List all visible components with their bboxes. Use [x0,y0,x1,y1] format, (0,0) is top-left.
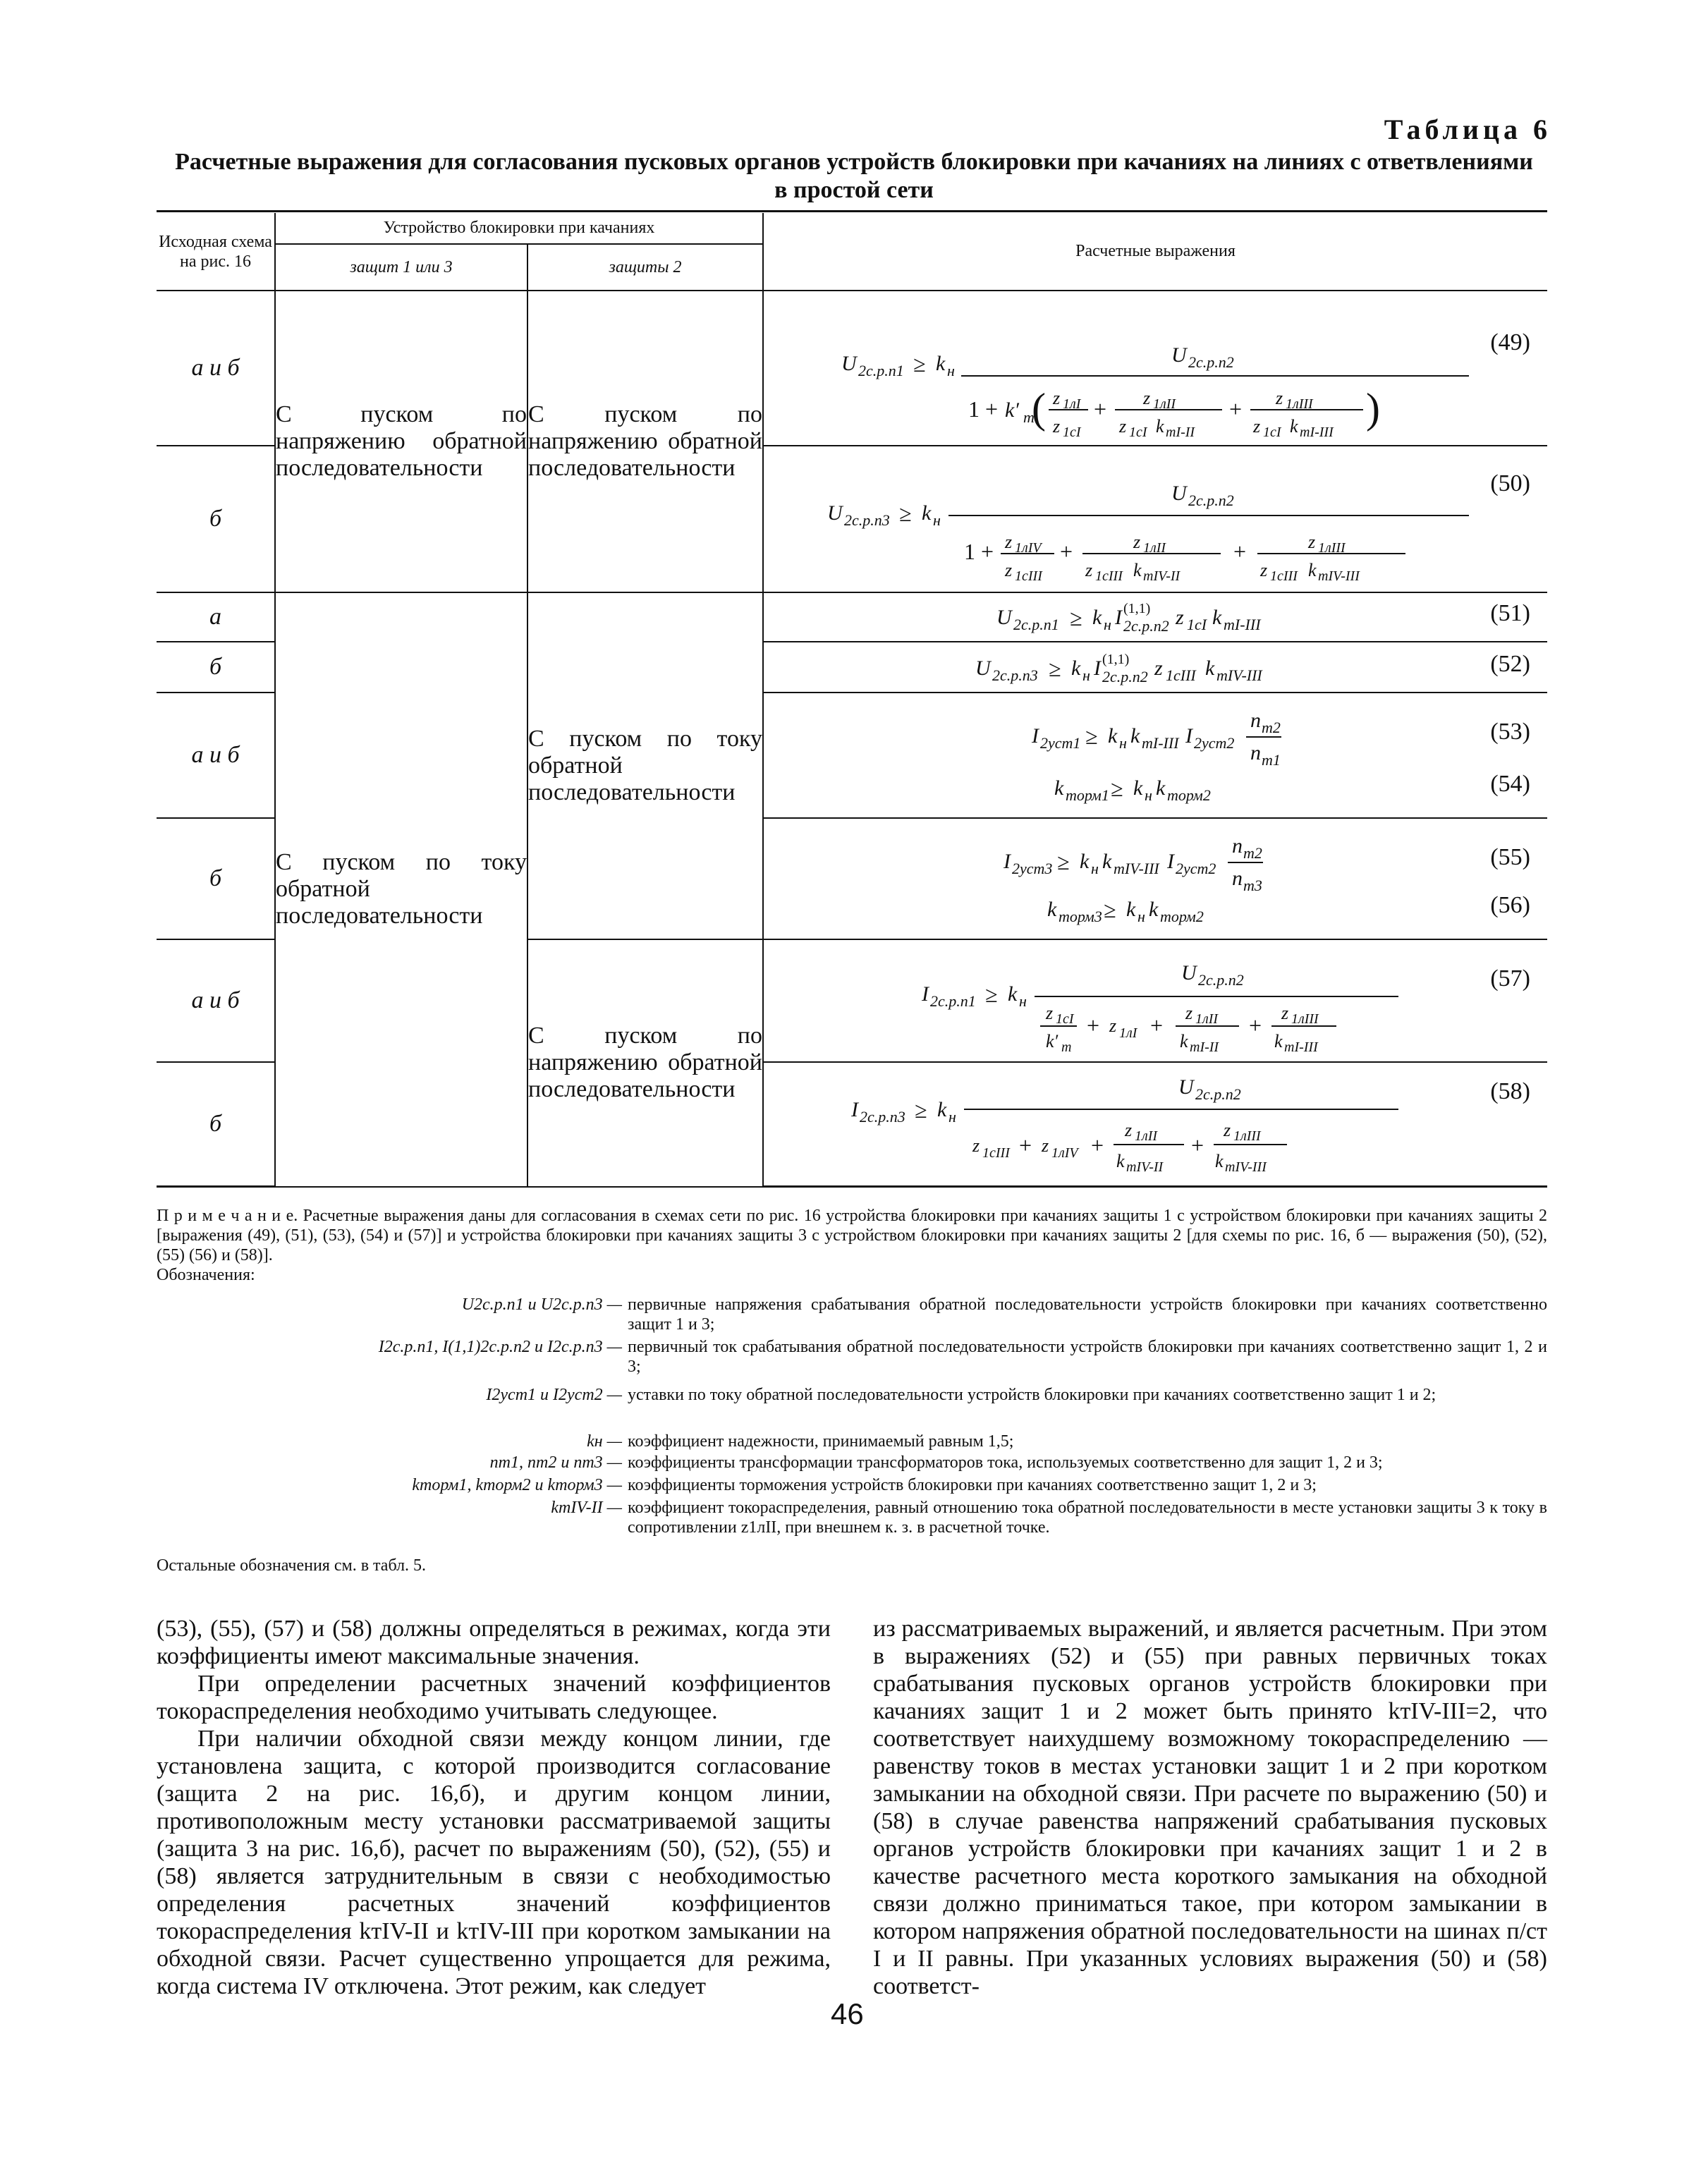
svg-text:z: z [1154,657,1163,680]
svg-text:2с.р.п1: 2с.р.п1 [930,992,976,1010]
svg-text:+: + [1233,539,1247,564]
svg-text:тI-II: тI-II [1190,1039,1219,1055]
svg-text:1лIII: 1лIII [1291,1011,1319,1027]
formula-55-56 [764,819,1469,939]
svg-text:z: z [1109,1016,1117,1036]
equation-number: (56) [1490,892,1530,918]
legend-definition: уставки по току обратной последовательности устройств блокировки при качаниях соответственно защит 1 и 2; [628,1386,1436,1404]
svg-text:I: I [1185,724,1192,748]
svg-text:1сIII: 1сIII [982,1145,1010,1161]
svg-text:1сIII: 1сIII [1095,568,1123,584]
scheme-cell: б [157,1062,275,1187]
svg-text:2уст1: 2уст1 [1040,734,1081,752]
legend-symbol: nт1, nт2 и nт3 — [489,1453,622,1472]
svg-text:≥: ≥ [1057,849,1070,874]
svg-text:z: z [1053,416,1061,437]
equation-number: (55) [1490,844,1530,870]
svg-text:2уст3: 2уст3 [1012,860,1053,877]
svg-text:1лIV: 1лIV [1051,1145,1078,1161]
svg-text:U: U [1181,961,1197,984]
svg-text:2с.р.п2: 2с.р.п2 [1102,668,1148,685]
svg-text:тIV-II: тIV-II [1126,1159,1164,1175]
equation-number: (58) [1490,1078,1530,1104]
svg-text:н: н [947,362,955,379]
svg-text:U: U [996,606,1012,629]
device-1-3-voltage-start: С пуском по напряжению обратной последовательности [275,291,527,592]
legend-symbol: kторм1, kторм2 и kторм3 — [412,1476,622,1494]
scheme-cell: а [157,592,275,642]
svg-text:н: н [1104,616,1111,633]
svg-text:2уст2: 2уст2 [1176,860,1216,877]
right-column [873,1615,1547,2000]
svg-text:н: н [1082,666,1090,684]
svg-text:+: + [1087,1013,1100,1038]
legend-symbol: U2с.р.п1 и U2с.р.п3 — [461,1295,622,1314]
svg-text:тI-III: тI-III [1284,1039,1318,1055]
svg-text:тI-III: тI-III [1142,734,1179,752]
legend-symbol: I2с.р.п1, I(1,1)2с.р.п2 и I2с.р.п3 — [378,1338,622,1356]
equation-number: (53) [1490,719,1530,745]
equation-number: (52) [1490,651,1530,677]
svg-text:т: т [1061,1039,1072,1055]
svg-text:т: т [1023,408,1035,426]
svg-text:н: н [933,511,941,529]
svg-text:1лIII: 1лIII [1286,396,1313,412]
svg-text:торм2: торм2 [1160,908,1204,925]
svg-text:≥: ≥ [985,982,998,1007]
svg-text:1сI: 1сI [1063,425,1081,440]
svg-text:(1,1): (1,1) [1102,652,1130,667]
svg-text:(1,1): (1,1) [1123,601,1151,616]
svg-text:≥: ≥ [915,1097,927,1123]
svg-text:k: k [1008,982,1018,1006]
svg-text:≥: ≥ [913,351,926,377]
svg-text:k: k [1054,776,1064,800]
svg-text:+: + [1091,1133,1104,1158]
legend-definition: коэффициенты трансформации трансформаторов тока, используемых соответственно для защит 1, 2 и 3; [628,1453,1383,1472]
svg-text:2с.р.п1: 2с.р.п1 [858,362,904,379]
formula-51 [764,593,1469,641]
svg-text:n: n [1250,709,1261,732]
svg-text:k: k [1180,1031,1188,1051]
svg-text:тI-III: тI-III [1224,616,1261,633]
svg-text:1лII: 1лII [1135,1128,1158,1144]
legend-symbol: kн — [587,1432,622,1451]
table-label: Таблица 6 [1384,114,1551,145]
svg-text:н: н [1119,734,1127,752]
equation-number: (57) [1490,965,1530,992]
svg-text:торм2: торм2 [1167,786,1211,804]
header-source-scheme: Исходная схема на рис. 16 [157,213,275,291]
svg-text:z: z [1185,1003,1193,1023]
header-device: Устройство блокировки при качаниях [275,213,763,244]
svg-text:k: k [936,352,946,375]
svg-text:k: k [1126,898,1136,921]
svg-text:(: ( [1032,385,1046,432]
svg-text:2с.р.п3: 2с.р.п3 [992,666,1038,684]
svg-text:1лI: 1лI [1063,396,1081,412]
svg-text:k: k [1071,657,1081,680]
svg-text:тIV-III: тIV-III [1114,860,1159,877]
device-2-voltage-start: С пуском по напряжению обратной последовательности [527,291,763,592]
svg-text:1сI: 1сI [1187,616,1207,633]
svg-text:z: z [1260,560,1268,580]
expression-cell [763,642,1547,693]
svg-text:I: I [851,1098,858,1121]
svg-text:z: z [1133,532,1141,552]
svg-text:+: + [1060,539,1073,564]
header-expressions: Расчетные выражения [763,213,1547,291]
svg-text:U: U [975,657,991,680]
svg-text:2уст2: 2уст2 [1194,734,1235,752]
equation-number: (49) [1490,329,1530,355]
svg-text:z: z [1308,532,1316,552]
svg-text:н: н [1019,992,1027,1010]
svg-text:торм3: торм3 [1059,908,1102,925]
svg-text:k: k [1156,776,1166,800]
svg-text:n: n [1250,741,1261,764]
legend-definition: коэффициент токораспределения, равный отношению тока обратной последовательности в месте установки защиты 3 к току в сопротивлении z1лII, при внешнем к. з. в расчетной точке. [628,1499,1547,1537]
svg-text:k: k [1149,898,1159,921]
scheme-cell: б [157,642,275,693]
legend-symbol: I2уст1 и I2уст2 — [486,1386,622,1404]
svg-text:1 +: 1 + [968,396,999,422]
table-caption: Расчетные выражения для согласования пусковых органов устройств блокировки при качаниях на линиях с ответвлениями в простой сети [175,149,1533,203]
svg-text:n: n [1232,834,1243,858]
expression-cell [763,446,1547,592]
svg-text:2с.р.п2: 2с.р.п2 [1198,971,1244,989]
svg-text:z: z [1125,1120,1133,1140]
svg-text:1лII: 1лII [1153,396,1176,412]
expression-cell [763,693,1547,818]
svg-text:т2: т2 [1262,719,1281,736]
formula-50 [764,446,1469,592]
svg-text:тIV-III: тIV-III [1318,568,1360,584]
svg-text:k: k [937,1098,947,1121]
scheme-cell: б [157,446,275,592]
svg-text:k: k [1215,1151,1224,1171]
svg-text:k: k [1290,416,1298,437]
expression-cell [763,1062,1547,1187]
svg-text:≥: ≥ [1104,897,1116,922]
svg-text:z: z [1176,606,1184,629]
svg-text:k: k [1047,898,1057,921]
svg-text:I: I [1115,606,1122,629]
svg-text:z: z [1042,1135,1049,1156]
calculation-table [157,213,1547,1188]
formula-58 [764,1063,1469,1185]
legend-definition: коэффициенты торможения устройств блокировки при качаниях соответственно защит 1, 2 и 3; [628,1476,1317,1494]
svg-text:т3: т3 [1243,877,1262,894]
svg-text:2с.р.п2: 2с.р.п2 [1188,492,1234,509]
legend-definition: первичные напряжения срабатывания обратной последовательности устройств блокировки при качаниях соответственно защит 1 и 3; [628,1295,1547,1334]
svg-text:U: U [841,352,857,375]
expression-cell [763,592,1547,642]
svg-text:I: I [1004,850,1011,873]
svg-text:z: z [1085,560,1093,580]
svg-text:z: z [1281,1003,1289,1023]
svg-text:н: н [1137,908,1145,925]
svg-text:I: I [1167,850,1174,873]
expression-cell [763,939,1547,1062]
svg-text:k: k [1133,560,1142,580]
svg-text:k: k [1116,1151,1125,1171]
svg-text:1сI: 1сI [1056,1011,1074,1027]
svg-text:≥: ≥ [1111,776,1123,801]
svg-text:2с.р.п2: 2с.р.п2 [1123,617,1169,635]
svg-text:z: z [1143,388,1151,408]
svg-text:1лIII: 1лIII [1318,540,1346,556]
svg-text:I: I [1094,657,1101,680]
svg-text:z: z [1053,388,1061,408]
svg-text:+: + [1094,396,1107,422]
svg-text:k: k [1205,657,1215,680]
legend-footer: Остальные обозначения см. в табл. 5. [157,1556,427,1575]
svg-text:1сIII: 1сIII [1015,568,1042,584]
svg-text:z: z [972,1135,980,1156]
svg-text:k: k [1130,724,1140,748]
top-rule [157,210,1547,212]
expression-cell [763,818,1547,939]
svg-text:1лIV: 1лIV [1015,540,1042,556]
svg-text:U: U [1171,482,1187,505]
svg-text:k: k [1080,850,1090,873]
svg-text:1сI: 1сI [1263,425,1281,440]
svg-text:k′: k′ [1005,398,1019,422]
svg-text:z: z [1046,1003,1054,1023]
device-2-voltage-start: С пуском по напряжению обратной последовательности [527,939,763,1187]
scheme-cell: б [157,818,275,939]
svg-text:k: k [1133,776,1143,800]
formula-52 [764,642,1469,692]
svg-text:U: U [827,501,843,525]
svg-text:≥: ≥ [1049,656,1061,681]
svg-text:): ) [1366,385,1380,432]
svg-text:тI-III: тI-III [1300,425,1334,440]
device-2-current-start: С пуском по току обратной последовательности [527,592,763,939]
paragraph: При наличии обходной связи между концом линии, где установлена защита, с которой производится согласование (защита 2 на рис. 16,б), и другим концом линии, противоположным месту установки рассматриваемой защиты (защита 3 на рис. 16,б), расчет по выражениям (50), (52), (55) и (58) является затруднительным в связи с необходимостью определения расчетных значений коэффициентов токораспределения kтIV-II и kтIV-III при коротком замыкании на обходной связи. Расчет существенно упрощается для режима, когда система IV отключена. Этот режим, как следует [157,1726,831,1999]
page-number: 46 [831,1997,864,2030]
svg-text:k: k [1274,1031,1283,1051]
svg-text:2с.р.п1: 2с.р.п1 [1013,616,1059,633]
legend-definition: коэффициент надежности, принимаемый равным 1,5; [628,1432,1014,1451]
scheme-cell: а и б [157,291,275,446]
svg-text:тI-II: тI-II [1166,425,1195,440]
svg-text:тIV-II: тIV-II [1143,568,1181,584]
svg-text:k: k [1102,850,1112,873]
svg-text:торм1: торм1 [1066,786,1109,804]
header-protection-1-3: защит 1 или 3 [275,244,527,291]
svg-text:k: k [1156,416,1164,437]
svg-text:z: z [1276,388,1283,408]
equation-number: (50) [1490,470,1530,496]
svg-text:тIV-III: тIV-III [1216,666,1262,684]
svg-text:z: z [1119,416,1127,437]
svg-text:т1: т1 [1262,751,1281,769]
paragraph: из рассматриваемых выражений, и является расчетным. При этом в выражениях (52) и (55) при равных первичных токах срабатывания пусковых органов устройств блокировки при качаниях защит 1 и 2 может быть принято kтIV-III=2, что соответствует наихудшему возможному токораспределению — равенству токов в местах установки защит 1 и 2 при коротком замыкании на обходной связи. При расчете по выражению (50) и (58) в случае равенства напряжений срабатывания пусковых органов устройств блокировки при качаниях защит 1 и 2 в качестве расчетного места короткого замыкания на обходной связи должно приниматься такое, при котором замыкании в котором напряжения обратной последовательности на шинах п/ст I и II равны. При указанных условиях выражения (50) и (58) соответст- [873,1616,1547,1999]
svg-text:n: n [1232,867,1243,890]
svg-text:2с.р.п2: 2с.р.п2 [1188,353,1234,371]
svg-text:2с.р.п2: 2с.р.п2 [1195,1085,1241,1103]
svg-text:z: z [1005,560,1013,580]
svg-text:1лI: 1лI [1119,1025,1137,1041]
svg-text:1лII: 1лII [1143,540,1166,556]
header-protection-2: защиты 2 [527,244,763,291]
svg-text:z: z [1224,1120,1231,1140]
equation-number: (51) [1490,600,1530,626]
svg-text:+: + [1229,396,1243,422]
svg-text:1лIII: 1лIII [1233,1128,1261,1144]
svg-text:1сIII: 1сIII [1166,666,1196,684]
note-text: П р и м е ч а н и е. Расчетные выражения даны для согласования в схемах сети по рис. 16 устройства блокировки при качаниях защиты 1 с устройством блокировки при качаниях защиты 2 [выражения (49), (51), (53), (54) и (57)] и устройства блокировки при качаниях защиты 3 с устройством блокировки при качаниях защиты 2 [для схемы по рис. 16, б — выражения (50), (52), (55) (56) и (58)]. [157,1207,1547,1264]
svg-text:2с.р.п3: 2с.р.п3 [860,1108,905,1126]
svg-text:1лII: 1лII [1195,1011,1219,1027]
svg-text:I: I [1032,724,1039,748]
svg-text:≥: ≥ [1085,724,1098,749]
table-note [157,1206,1547,1285]
svg-text:k: k [1212,606,1222,629]
svg-text:1сIII: 1сIII [1270,568,1298,584]
left-column [157,1615,831,2000]
svg-text:k: k [922,501,932,525]
svg-text:+: + [1150,1013,1164,1038]
formula-53-54 [764,693,1469,817]
formula-49 [764,291,1469,445]
svg-text:k: k [1108,724,1118,748]
svg-text:k: k [1092,606,1102,629]
svg-text:н: н [1145,786,1152,804]
legend-definition: первичный ток срабатывания обратной последовательности устройств блокировки при качаниях соответственно защит 1, 2 и 3; [628,1338,1547,1376]
svg-text:2с.р.п3: 2с.р.п3 [844,511,890,529]
svg-text:+: + [1249,1013,1262,1038]
svg-text:т2: т2 [1243,844,1262,862]
svg-text:тIV-III: тIV-III [1225,1159,1267,1175]
svg-text:z: z [1253,416,1261,437]
svg-text:U: U [1171,343,1187,367]
legend-symbol: kтIV-II — [551,1499,622,1517]
svg-text:1 +: 1 + [964,539,994,564]
svg-text:I: I [922,982,929,1006]
svg-text:k: k [1308,560,1317,580]
svg-text:1сI: 1сI [1129,425,1147,440]
equation-number: (54) [1490,771,1530,797]
paragraph: При определении расчетных значений коэффициентов токораспределения необходимо учитывать следующее. [157,1671,831,1724]
svg-text:U: U [1178,1075,1194,1099]
expression-cell [763,291,1547,446]
svg-text:z: z [1005,532,1013,552]
svg-text:≥: ≥ [1070,605,1082,630]
svg-text:≥: ≥ [899,501,912,526]
formula-57 [764,940,1469,1061]
svg-text:н: н [1091,860,1099,877]
device-1-3-current-start: С пуском по току обратной последовательности [275,592,527,1187]
svg-text:+: + [1191,1133,1204,1158]
svg-text:+: + [1019,1133,1032,1158]
svg-text:k′: k′ [1046,1031,1059,1051]
scheme-cell: а и б [157,693,275,818]
paragraph: (53), (55), (57) и (58) должны определяться в режимах, когда эти коэффициенты имеют максимальные значения. [157,1616,831,1669]
legend-title: Обозначения: [157,1266,255,1284]
scheme-cell: а и б [157,939,275,1062]
svg-text:н: н [948,1108,956,1126]
